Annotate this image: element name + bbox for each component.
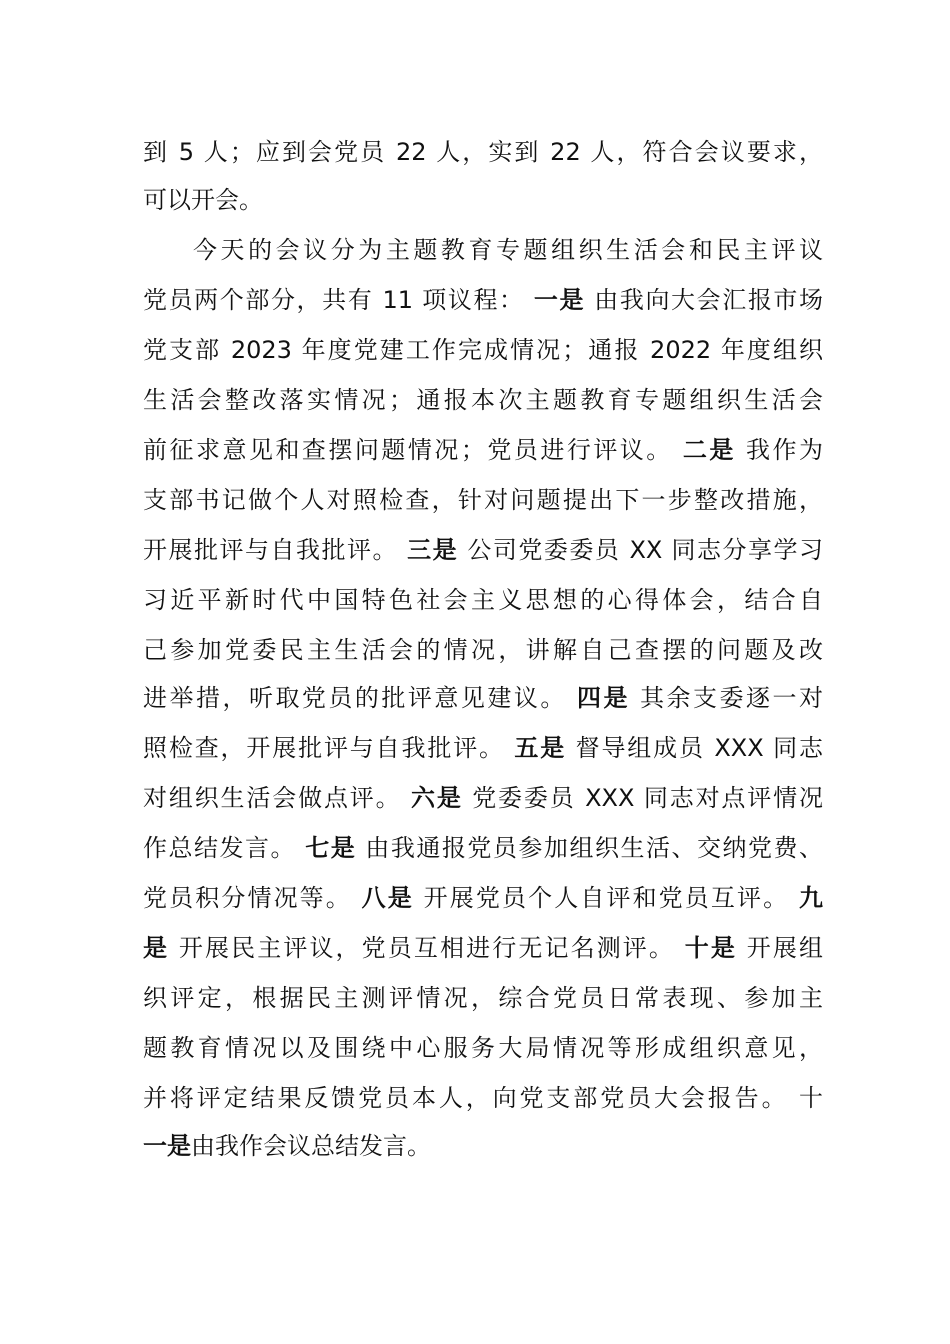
text-segment: 照检查，开展批评与自我批评。 (143, 734, 505, 762)
text-line (143, 382, 823, 418)
text-line (143, 582, 823, 618)
text-segment: 党委委员 XXX 同志对点评情况 (472, 784, 823, 812)
text-line (143, 680, 823, 716)
text-segment: 对组织生活会做点评。 (143, 784, 402, 812)
text-line (143, 332, 823, 368)
text-line (143, 134, 823, 170)
text-segment: 开展组 (746, 934, 824, 962)
text-segment: 己参加党委民主生活会的情况，讲解自己查摆的问题及改 (143, 636, 823, 664)
text-segment: 督导组成员 XXX 同志 (575, 734, 823, 762)
agenda-item-label: 六是 (411, 784, 463, 812)
agenda-item-label: 九 (799, 884, 824, 912)
text-line (143, 1080, 823, 1116)
text-segment: 生活会整改落实情况；通报本次主题教育专题组织生活会 (143, 386, 823, 414)
text-segment: 开展民主评议，党员互相进行无记名测评。 (178, 934, 676, 962)
text-segment: 进举措，听取党员的批评意见建议。 (143, 684, 567, 712)
text-segment: 题教育情况以及围绕中心服务大局情况等形成组织意见， (143, 1034, 823, 1062)
agenda-item-label: 七是 (305, 834, 357, 862)
text-segment: 党员积分情况等。 (143, 884, 352, 912)
text-line (143, 930, 823, 966)
text-line (143, 880, 823, 916)
text-line (143, 432, 823, 468)
text-segment: 十 (799, 1084, 823, 1112)
agenda-item-label: 二是 (682, 436, 736, 464)
text-segment: 并将评定结果反馈党员本人，向党支部党员大会报告。 (143, 1084, 789, 1112)
text-line (143, 980, 823, 1016)
text-segment: 党支部 2023 年度党建工作完成情况；通报 2022 年度组织 (143, 336, 823, 364)
text-line (143, 482, 823, 518)
text-segment: 支部书记做个人对照检查，针对问题提出下一步整改措施， (143, 486, 823, 514)
text-line (143, 830, 823, 866)
text-segment: 织评定，根据民主测评情况，综合党员日常表现、参加主 (143, 984, 823, 1012)
text-segment: 习近平新时代中国特色社会主义思想的心得体会，结合自 (143, 586, 823, 614)
text-segment: 党员两个部分，共有 11 项议程： (143, 286, 525, 314)
text-segment: 其余支委逐一对 (640, 684, 823, 712)
text-line (143, 780, 823, 816)
text-segment: 前征求意见和查摆问题情况；党员进行评议。 (143, 436, 673, 464)
agenda-item-label: 五是 (514, 734, 567, 762)
text-line (143, 532, 823, 568)
agenda-item-label: 一是 (533, 286, 586, 314)
text-segment: 由我向大会汇报市场 (594, 286, 823, 314)
text-segment: 可以开会。 (143, 186, 263, 214)
text-line (143, 1128, 823, 1164)
text-segment: 开展批评与自我批评。 (143, 536, 399, 564)
text-line (143, 1030, 823, 1066)
text-line (193, 232, 823, 268)
text-segment: 今天的会议分为主题教育专题组织生活会和民主评议 (193, 236, 823, 264)
agenda-item-label: 四是 (576, 684, 630, 712)
agenda-item-label: 是 (143, 934, 170, 962)
text-line (143, 632, 823, 668)
agenda-item-label: 八是 (361, 884, 414, 912)
text-segment: 作总结发言。 (143, 834, 297, 862)
text-segment: 由我作会议总结发言。 (191, 1132, 431, 1160)
agenda-item-label: 一是 (143, 1132, 191, 1160)
text-segment: 我作为 (746, 436, 824, 464)
agenda-item-label: 十是 (684, 934, 738, 962)
text-segment: 公司党委委员 XX 同志分享学习 (467, 536, 824, 564)
text-line (143, 282, 823, 318)
text-segment: 由我通报党员参加组织生活、交纳党费、 (365, 834, 824, 862)
agenda-item-label: 三是 (407, 536, 459, 564)
text-line (143, 730, 823, 766)
text-line (143, 182, 823, 218)
text-segment: 开展党员个人自评和党员互评。 (423, 884, 790, 912)
text-segment: 到 5 人；应到会党员 22 人，实到 22 人，符合会议要求， (143, 138, 823, 166)
